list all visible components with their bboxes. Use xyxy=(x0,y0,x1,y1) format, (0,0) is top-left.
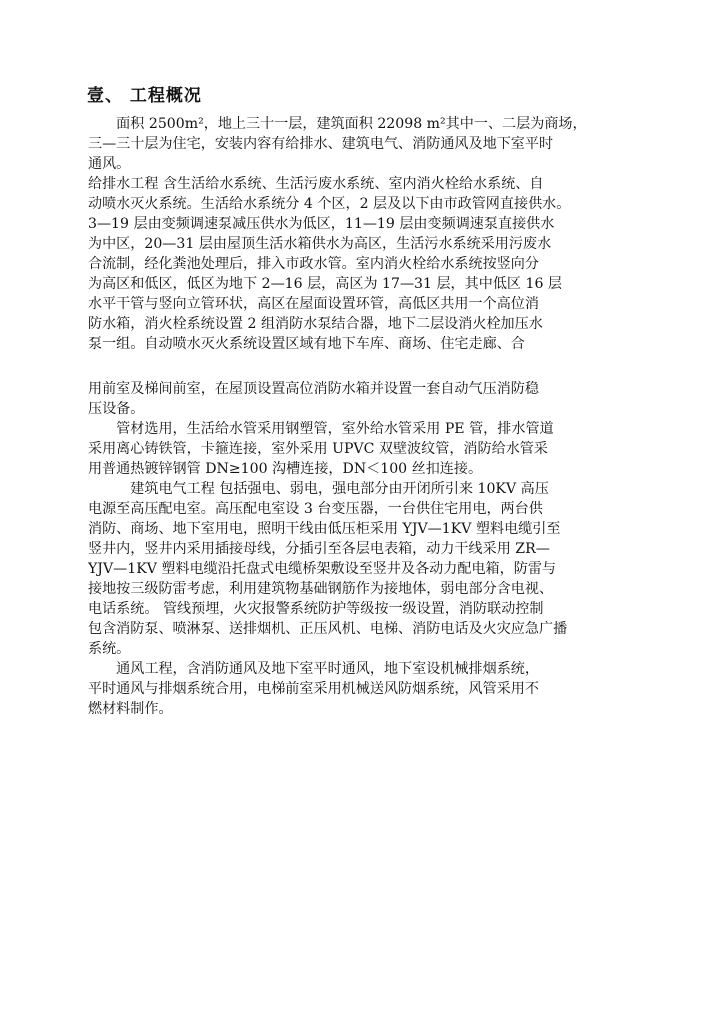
text-line: 用前室及梯间前室，在屋顶设置高位消防水箱并设置一套自动气压消防稳 xyxy=(88,381,539,397)
text-line: 压设备。 xyxy=(88,401,145,417)
text-line: 给排水工程 含生活给水系统、生活污废水系统、室内消火栓给水系统、自 xyxy=(88,176,544,192)
text-line: 建筑电气工程 包括强电、弱电，强电部分由开闭所引来 10KV 高压 xyxy=(88,481,549,497)
text-line: 管材选用，生活给水管采用钢塑管，室外给水管采用 PE 管，排水管道 xyxy=(88,421,554,437)
text-line: 燃材料制作。 xyxy=(88,701,173,717)
text-line: 动喷水灭火系统。生活给水系统分 4 个区，2 层及以下由市政管网直接供水。 xyxy=(88,196,571,212)
text-line: 面积 2500m²，地上三十一层，建筑面积 22098 m²其中一、二层为商场， xyxy=(88,116,587,132)
text-line: 三—三十层为住宅，安装内容有给排水、建筑电气、消防通风及地下室平时 xyxy=(88,136,554,152)
text-line: 电源至高压配电室。高压配电室设 3 台变压器，一台供住宅用电，两台供 xyxy=(88,501,543,517)
text-line: 泵一组。自动喷水灭火系统设置区域有地下车库、商场、住宅走廊、合 xyxy=(88,336,525,352)
text-line: 通风工程，含消防通风及地下室平时通风，地下室设机械排烟系统， xyxy=(88,661,539,677)
text-line: 采用离心铸铁管，卡箍连接，室外采用 UPVC 双壁波纹管，消防给水管采 xyxy=(88,441,548,457)
text-line: 水平干管与竖向立管环状，高区在屋面设置环管，高低区共用一个高位消 xyxy=(88,296,539,312)
text-line: 竖井内，竖井内采用插接母线，分插引至各层电表箱，动力干线采用 ZR— xyxy=(88,541,550,557)
text-line: 合流制，经化粪池处理后，排入市政水管。室内消火栓给水系统按竖向分 xyxy=(88,256,539,272)
text-line: 用普通热镀锌钢管 DN≥100 沟槽连接，DN＜100 丝扣连接。 xyxy=(88,461,483,477)
text-line: 消防、商场、地下室用电，照明干线由低压柜采用 YJV—1KV 塑料电缆引至 xyxy=(88,521,561,537)
text-line: 3—19 层由变频调速泵减压供水为低区，11—19 层由变频调速泵直接供水 xyxy=(88,216,555,232)
text-line: 平时通风与排烟系统合用，电梯前室采用机械送风防烟系统，风管采用不 xyxy=(88,681,539,697)
text-line: 为中区，20—31 层由屋顶生活水箱供水为高区，生活污水系统采用污废水 xyxy=(88,236,552,252)
text-line: 包含消防泵、喷淋泵、送排烟机、正压风机、电梯、消防电话及火灾应急广播 xyxy=(88,621,568,637)
text-line: 电话系统。 管线预埋，火灾报警系统防护等级按一级设置，消防联动控制 xyxy=(88,601,544,617)
text-line: 通风。 xyxy=(88,156,131,172)
text-line: YJV—1KV 塑料电缆沿托盘式电缆桥架敷设至竖井及各动力配电箱，防雷与 xyxy=(88,561,557,577)
text-line: 接地按三级防雷考虑，利用建筑物基础钢筋作为接地体，弱电部分含电视、 xyxy=(88,581,554,597)
text-line: 防水箱，消火栓系统设置 2 组消防水泵结合器，地下二层设消火栓加压水 xyxy=(88,316,543,332)
text-line: 为高区和低区，低区为地下 2—16 层，高区为 17—31 层，其中低区 16 层 xyxy=(88,276,563,292)
text-line: 系统。 xyxy=(88,641,131,657)
section-heading: 壹、 工程概况 xyxy=(87,86,202,106)
